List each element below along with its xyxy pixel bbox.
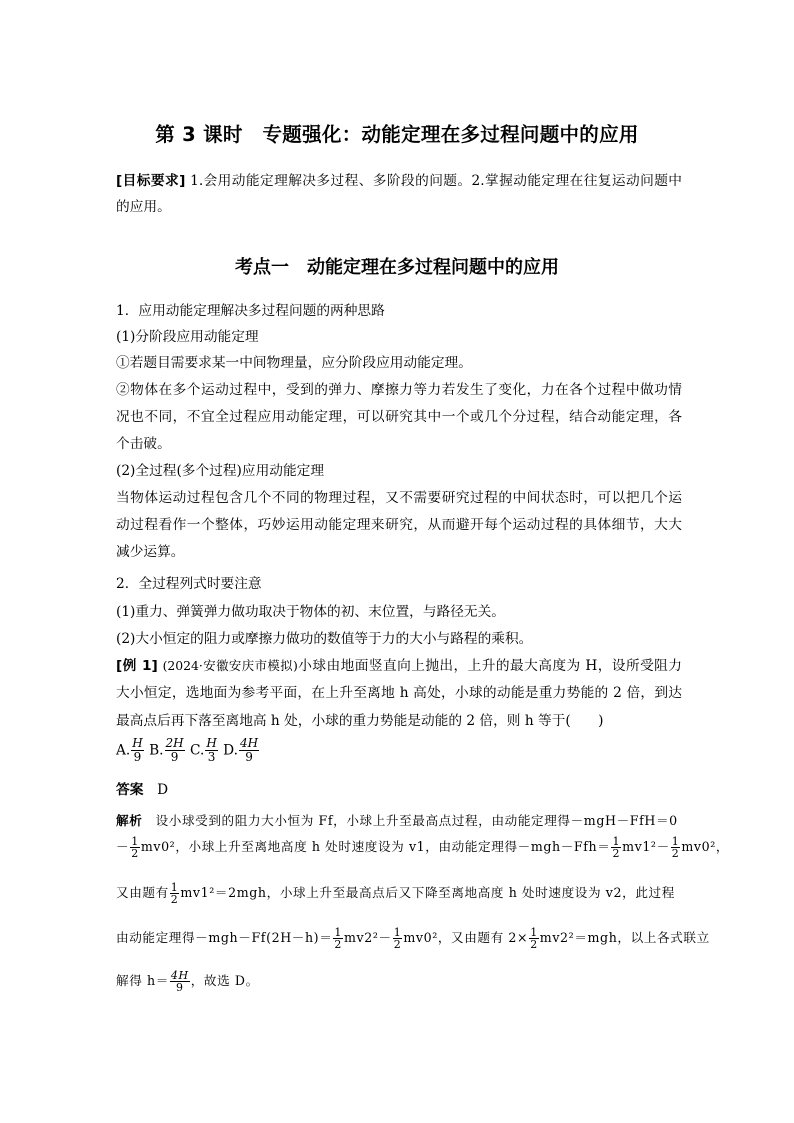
body-line-1: 1．应用动能定理解决多过程问题的两种思路 [116,303,385,319]
analysis-line-1 [116,810,682,829]
fraction-half: $\frac{1}{2}$ [671,835,680,860]
body-line-6: 个击破。 [116,436,171,452]
option-b-fraction: $\frac{2H}{9}$ [165,736,184,764]
body-line-11: 2．全过程列式时要注意 [116,576,262,592]
goal-text-1: 1.会用动能定理解决多过程、多阶段的问题。2.掌握动能定理在往复运动问题中 [190,173,682,189]
body-line-3: ①若题目需要求某一中间物理量，应分阶段应用动能定理。 [116,355,472,371]
body-line-7: (2)全过程(多个过程)应用动能定理 [116,463,325,479]
body-line-9: 动过程看作一个整体，巧妙运用动能定理来研究，从而避开每个运动过程的具体细节，大大 [116,517,682,533]
fraction-4h-over-9: $\frac{4H}{9}$ [170,969,189,994]
answer-label: 答案 [116,782,144,798]
fraction-half: $\frac{1}{2}$ [612,835,621,860]
fraction-half: $\frac{1}{2}$ [334,926,342,951]
option-c-label: C. [189,742,205,759]
answer-value: D [157,782,169,798]
section-title: 考点一 动能定理在多过程问题中的应用 [235,257,559,278]
fraction-half: $\frac{1}{2}$ [393,926,402,951]
analysis-line-4: 由动能定理得－mgh－Ff(2H－h)＝ $\frac{1}{2}$ mv2²－ $\frac{1}{2}$ mv0²，又由题有 2× $\frac{1}{2}$ mv2²＝mgh，以上各式联立 [116,926,710,951]
example-source: (2024·安徽安庆市模拟) [162,658,298,673]
option-a-label: A. [116,742,131,759]
answer-line [116,781,682,799]
analysis-line-3: 又由题有 $\frac{1}{2}$ mv1²＝2mgh，小球上升至最高点后又下降至离地高度 h 处时速度设为 v2，此过程 [116,881,675,906]
fraction-half: $\frac{1}{2}$ [530,926,538,951]
analysis-text-1: 设小球受到的阻力大小恒为 Ff，小球上升至最高点过程，由动能定理得－mgH－FfH＝0 [155,813,678,828]
answer-options [116,737,260,764]
fraction-half: $\frac{1}{2}$ [170,881,179,906]
goal-line-1 [116,172,682,190]
option-d-fraction: $\frac{4H}{9}$ [239,736,259,764]
option-d-label: D. [223,742,238,759]
body-line-4: ②物体在多个运动过程中，受到的弹力、摩擦力等力若发生了变化，力在各个过程中做功情 [116,382,682,398]
fraction-half: $\frac{1}{2}$ [131,835,139,860]
example-line-3: 最高点后再下落至离地高 h 处，小球的重力势能是动能的 2 倍，则 h 等于( ) [116,713,604,729]
body-line-8: 当物体运动过程包含几个不同的物理过程，又不需要研究过程的中间状态时，可以把几个运 [116,490,682,506]
body-line-12: (1)重力、弹簧弹力做功取决于物体的初、末位置，与路径无关。 [116,604,505,620]
goal-label: [目标要求] [116,173,186,189]
example-line-2: 大小恒定，选地面为参考平面，在上升至离地 h 高处，小球的动能是重力势能的 2 倍，到达 [116,685,682,701]
example-text-1: 小球由地面竖直向上抛出，上升的最大高度为 H，设所受阻力 [297,658,682,674]
body-line-13: (2)大小恒定的阻力或摩擦力做功的数值等于力的大小与路程的乘积。 [116,631,533,647]
option-a-fraction: $\frac{H}{9}$ [132,736,143,764]
analysis-line-2: － $\frac{1}{2}$ mv0²，小球上升至离地高度 h 处时速度设为 v1，由动能定理得－mgh－Ffh＝ $\frac{1}{2}$ mv1²－ $\frac{1}{2}$ mv0²， [116,835,730,860]
body-line-5: 况也不同，不宜全过程应用动能定理，可以研究其中一个或几个分过程，结合动能定理，各 [116,409,682,425]
lesson-title: 第 3 课时 专题强化：动能定理在多过程问题中的应用 [155,123,639,146]
example-line-1 [116,657,682,675]
goal-line-2: 的应用。 [116,199,171,215]
option-c-fraction: $\frac{H}{3}$ [206,736,217,764]
option-b-label: B. [149,742,164,759]
body-line-10: 减少运算。 [116,544,185,560]
example-label: [例 1] [116,658,158,674]
body-line-2: (1)分阶段应用动能定理 [116,329,259,345]
analysis-line-5: 解得 h＝ $\frac{4H}{9}$ ，故选 D。 [116,969,259,994]
analysis-label: 解析 [116,813,143,828]
